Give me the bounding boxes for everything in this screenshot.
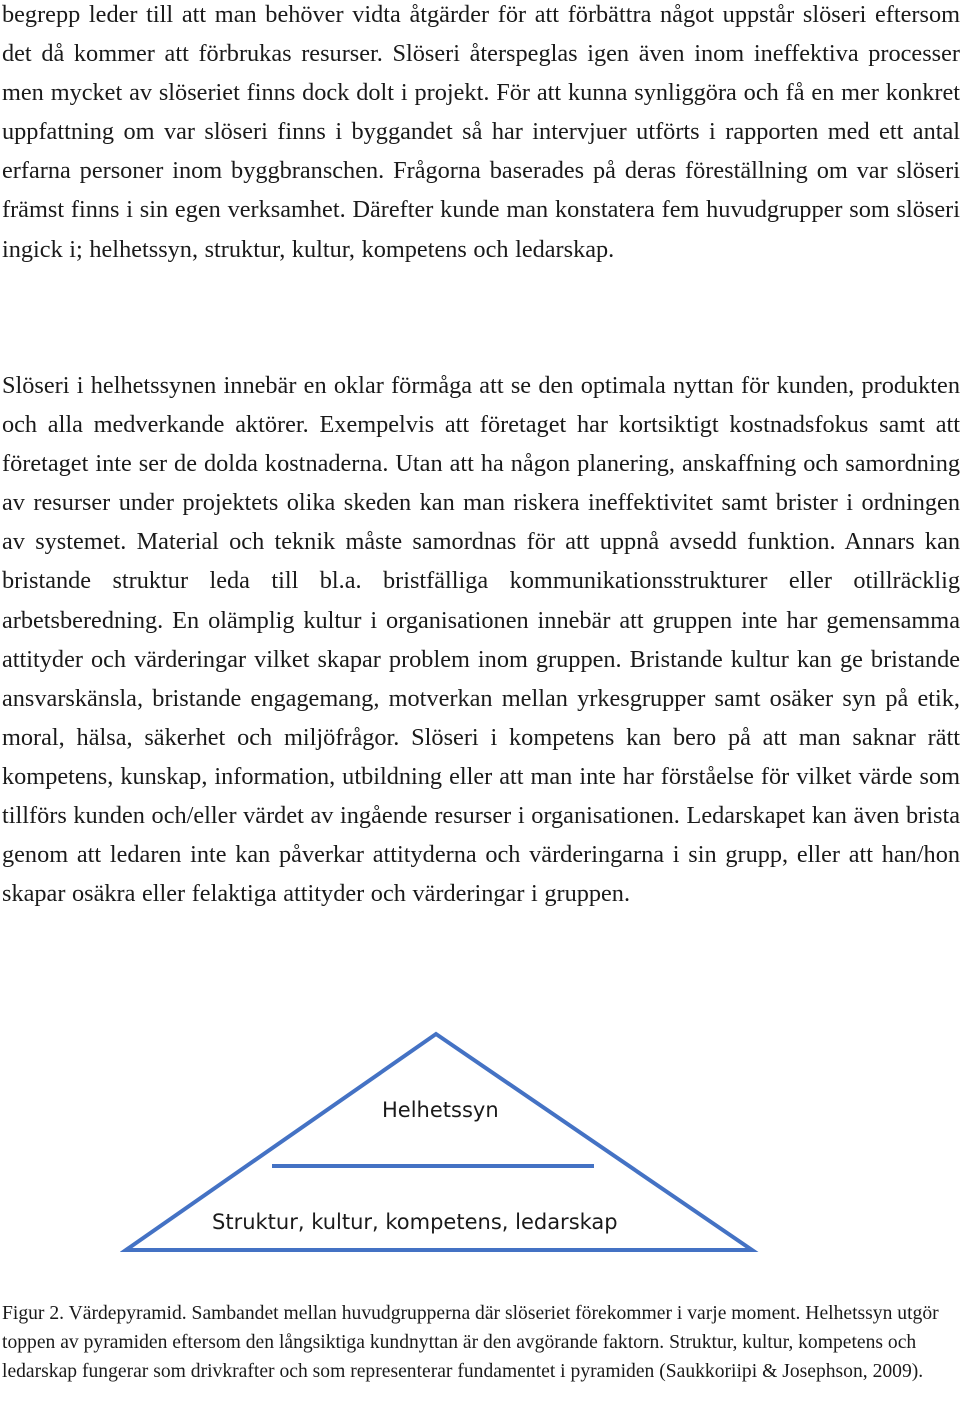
pyramid-base-label: Struktur, kultur, kompetens, ledarskap (212, 1210, 618, 1234)
figure-caption: Figur 2. Värdepyramid. Sambandet mellan huvudgrupperna där slöseriet förekommer i varje moment. Helhetssyn utgör toppen av pyramiden eftersom den långsiktiga kundnyttan är den avgörande faktorn. Struktur, kultur, kompetens och ledarskap fungerar som drivkrafter och som representerar fundamentet i pyramiden (Saukkoriipi & Josephson, 2009). (2, 1303, 939, 1383)
pyramid-top-label: Helhetssyn (382, 1098, 499, 1122)
body-paragraph-2: Slöseri i helhetssynen innebär en oklar förmåga att se den optimala nyttan för kunden, produkten och alla medverkande aktörer. Exempelvis att företaget har kortsiktigt kostnadsfokus samt att företaget inte ser de dolda kostnaderna. Utan att ha någon planering, anskaffning och samordning av resurser under projektets olika skeden kan man riskera ineffektivitet samt brister i ordningen av systemet. Material och teknik måste samordnas för att uppnå avsedd funktion. Annars kan bristande struktur leda till bl.a. bristfälliga kommunikationsstrukturer eller otillräcklig arbetsberedning. En olämplig kultur i organisationen innebär att gruppen inte har gemensamma attityder och värderingar vilket skapar problem inom gruppen. Bristande kultur kan ge bristande ansvarskänsla, bristande engagemang, motverkan mellan yrkesgrupper samt osäker syn på etik, moral, hälsa, säkerhet och miljöfrågor. Slöseri i kompetens kan bero på att man saknar rätt kompetens, kunskap, information, utbildning eller att man inte har förståelse för vilket värde som tillförs kunden och/eller värdet av ingående resurser i organisationen. Ledarskapet kan även brista genom att ledaren inte kan påverkar attityderna och värderingarna i sin grupp, eller att han/hon skapar osäkra eller felaktiga attityder och värderingar i gruppen. (2, 372, 960, 908)
body-paragraph-1: begrepp leder till att man behöver vidta åtgärder för att förbättra något uppstår slöseri eftersom det då kommer att förbrukas resurser. Slöseri återspeglas igen även inom ineffektiva processer men mycket av slöseriet finns dock dolt i projekt. För att kunna synliggöra och få en mer konkret uppfattning om var slöseri finns i byggandet så har intervjuer utförts i rapporten med ett antal erfarna personer inom byggbranschen. Frågorna baserades på deras föreställning om var slöseri främst finns i sin egen verksamhet. Därefter kunde man konstatera fem huvudgrupper som slöseri ingick i; helhetssyn, struktur, kultur, kompetens och ledarskap. (2, 1, 960, 263)
value-pyramid-figure (120, 1028, 760, 1258)
